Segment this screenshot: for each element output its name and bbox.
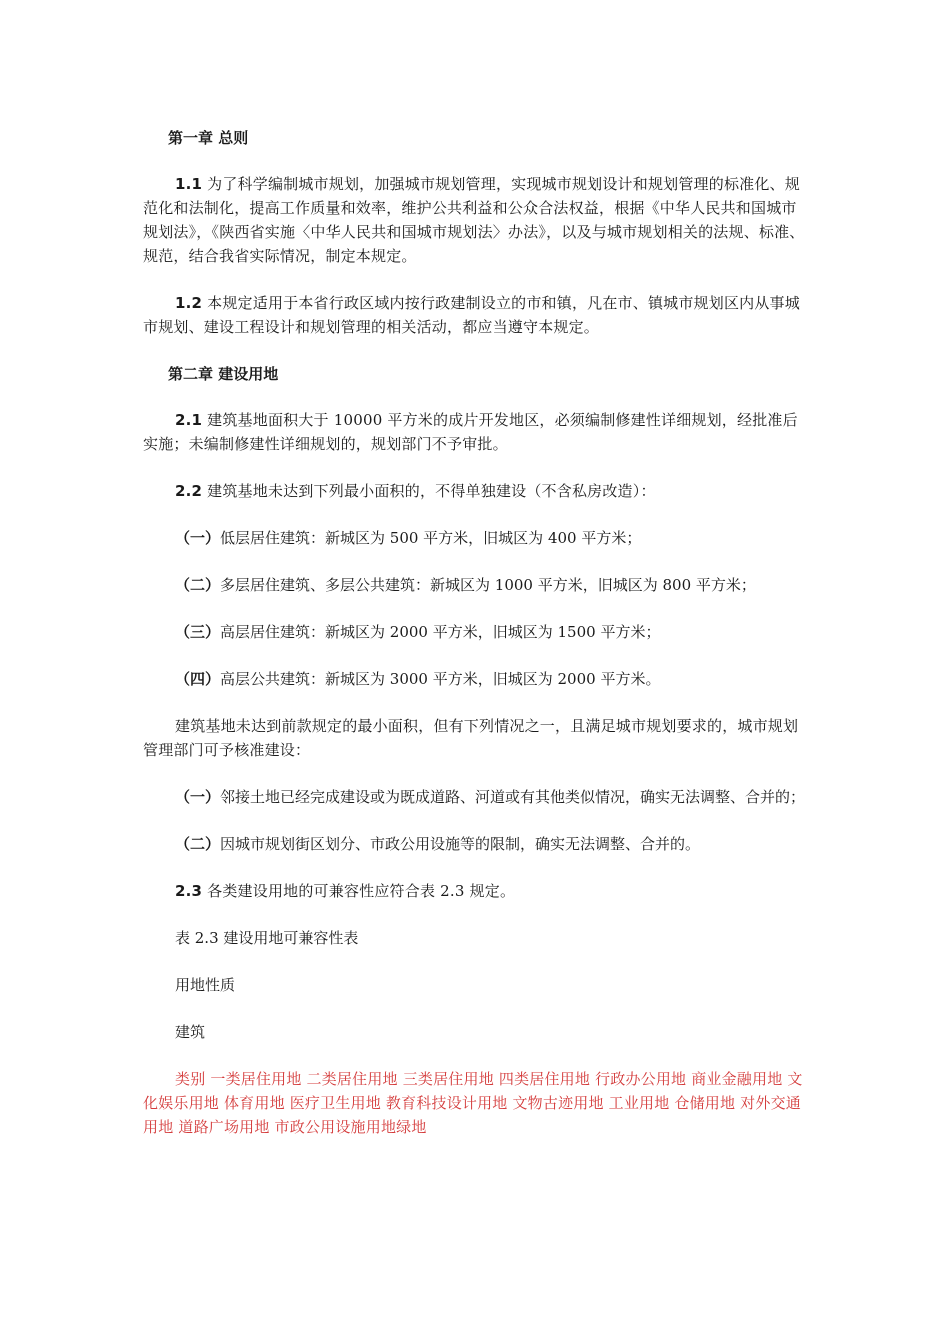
section-1-1 bbox=[143, 172, 808, 268]
list-marker: （一） bbox=[175, 529, 221, 547]
section-text: 各类建设用地的可兼容性应符合表 2.3 规定。 bbox=[202, 882, 516, 900]
list-item bbox=[143, 620, 808, 644]
chapter-1-title: 第一章 总则 bbox=[168, 129, 249, 147]
section-text: 建筑基地未达到下列最小面积的，不得单独建设（不含私房改造）： bbox=[202, 482, 656, 500]
table-categories-line: 类别 一类居住用地 二类居住用地 三类居住用地 四类居住用地 行政办公用地 商业金融用地 文化娱乐用地 体育用地 医疗卫生用地 教育科技设计用地 文物古迹用地 工业用地 仓储用地 对外交通用地 道路广场用地 市政公用设施用地绿地 bbox=[143, 1070, 803, 1136]
table-caption: 表 2.3 建设用地可兼容性表 bbox=[175, 929, 359, 947]
list-marker: （二） bbox=[175, 835, 221, 853]
list-marker: （二） bbox=[175, 576, 221, 594]
exception-intro: 建筑基地未达到前款规定的最小面积，但有下列情况之一，且满足城市规划要求的，城市规划管理部门可予核准建设： bbox=[143, 717, 799, 759]
list-item bbox=[143, 785, 808, 809]
list-item bbox=[143, 526, 808, 550]
section-2-2 bbox=[143, 479, 808, 503]
list-item bbox=[143, 573, 808, 597]
section-number: 1.2 bbox=[175, 294, 203, 312]
table-header-building: 建筑 bbox=[175, 1023, 206, 1041]
section-number: 1.1 bbox=[175, 175, 203, 193]
section-2-3 bbox=[143, 879, 808, 903]
list-text: 因城市规划街区划分、市政公用设施等的限制，确实无法调整、合并的。 bbox=[220, 835, 701, 853]
chapter-2-title: 第二章 建设用地 bbox=[168, 365, 279, 383]
table-header-land-nature: 用地性质 bbox=[175, 976, 236, 994]
section-2-1 bbox=[143, 408, 808, 456]
section-number: 2.2 bbox=[175, 482, 203, 500]
section-text: 建筑基地面积大于 10000 平方米的成片开发地区，必须编制修建性详细规划，经批准后实施；未编制修建性详细规划的，规划部门不予审批。 bbox=[143, 411, 798, 453]
list-marker: （一） bbox=[175, 788, 221, 806]
section-number: 2.3 bbox=[175, 882, 203, 900]
document-page bbox=[143, 126, 808, 1162]
list-marker: （四） bbox=[175, 670, 221, 688]
list-text: 多层居住建筑、多层公共建筑：新城区为 1000 平方米，旧城区为 800 平方米； bbox=[220, 576, 756, 594]
list-text: 邻接土地已经完成建设或为既成道路、河道或有其他类似情况，确实无法调整、合并的； bbox=[220, 788, 806, 806]
list-item bbox=[143, 832, 808, 856]
section-text: 本规定适用于本省行政区域内按行政建制设立的市和镇，凡在市、镇城市规划区内从事城市规划、建设工程设计和规划管理的相关活动，都应当遵守本规定。 bbox=[143, 294, 800, 336]
section-1-2 bbox=[143, 291, 808, 339]
section-number: 2.1 bbox=[175, 411, 203, 429]
section-text: 为了科学编制城市规划，加强城市规划管理，实现城市规划设计和规划管理的标准化、规范化和法制化，提高工作质量和效率，维护公共利益和公众合法权益，根据《中华人民共和国城市规划法》，《陕西省实施〈中华人民共和国城市规划法〉办法》，以及与城市规划相关的法规、标准、规范，结合我省实际情况，制定本规定。 bbox=[143, 175, 805, 265]
list-item bbox=[143, 667, 808, 691]
list-marker: （三） bbox=[175, 623, 221, 641]
list-text: 低层居住建筑：新城区为 500 平方米，旧城区为 400 平方米； bbox=[220, 529, 642, 547]
list-text: 高层居住建筑：新城区为 2000 平方米，旧城区为 1500 平方米； bbox=[220, 623, 661, 641]
list-text: 高层公共建筑：新城区为 3000 平方米，旧城区为 2000 平方米。 bbox=[220, 670, 661, 688]
